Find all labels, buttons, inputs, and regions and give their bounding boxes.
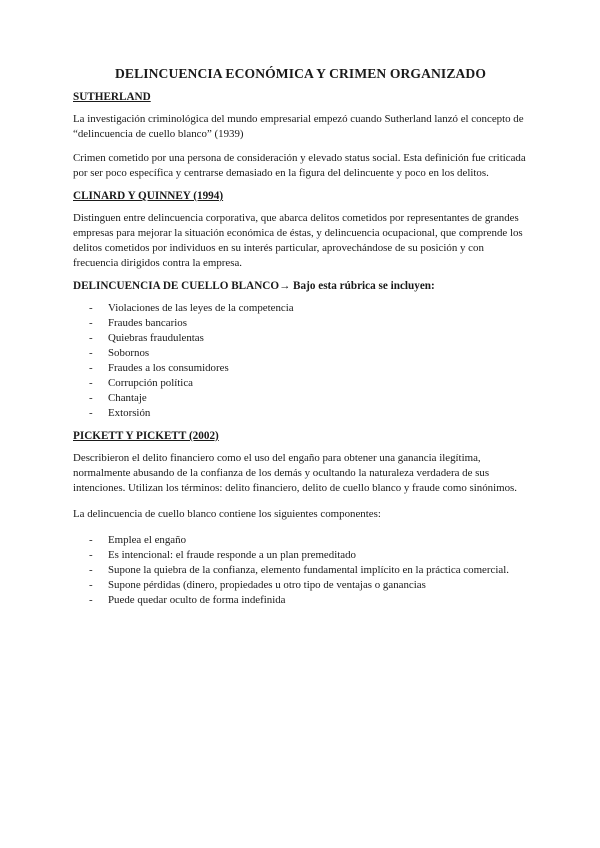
list-item: - Sobornos <box>89 347 150 359</box>
list-item: - Supone la quiebra de la confianza, elemento fundamental implícito en la práctica comercial. <box>89 564 509 576</box>
list-item: - Supone pérdidas (dinero, propiedades u otro tipo de ventajas o ganancias <box>89 579 426 591</box>
dash-marker: - <box>89 392 93 404</box>
dash-marker: - <box>89 302 93 314</box>
list-item: - Violaciones de las leyes de la competencia <box>89 302 294 314</box>
list-item: - Extorsión <box>89 407 151 419</box>
list-item: - Quiebras fraudulentas <box>89 332 204 344</box>
dash-marker: - <box>89 534 93 546</box>
dash-marker: - <box>89 564 93 576</box>
dash-marker: - <box>89 579 93 591</box>
dash-marker: - <box>89 594 93 606</box>
heading-cuello-blanco: DELINCUENCIA DE CUELLO BLANCO→ Bajo esta rúbrica se incluyen: <box>73 280 435 292</box>
list-item: - Emplea el engaño <box>89 534 187 546</box>
list-item: - Fraudes a los consumidores <box>89 362 229 374</box>
paragraph-sutherland-1: La investigación criminológica del mundo empresarial empezó cuando Sutherland lanzó el concepto de “delincuencia de cuello blanco” (1939) <box>73 113 524 140</box>
dash-marker: - <box>89 317 93 329</box>
paragraph-pickett-1: Describieron el delito financiero como el uso del engaño para obtener una ganancia ilegítima, normalmente abusando de la confianza de los demás y ocultando la naturaleza verdadera de sus intenciones. Utilizan los términos: delito financiero, delito de cuello blanco y fraude como sinónimos. <box>73 452 517 494</box>
document-page <box>73 66 528 617</box>
heading-pickett-pickett: PICKETT Y PICKETT (2002) <box>73 430 219 442</box>
heading-clinard-quinney: CLINARD Y QUINNEY (1994) <box>73 190 224 202</box>
heading-sutherland: SUTHERLAND <box>73 91 151 103</box>
document-title: DELINCUENCIA ECONÓMICA Y CRIMEN ORGANIZADO <box>114 66 486 81</box>
dash-marker: - <box>89 377 93 389</box>
paragraph-pickett-2: La delincuencia de cuello blanco contiene los siguientes componentes: <box>73 508 381 520</box>
dash-marker: - <box>89 362 93 374</box>
paragraph-sutherland-2: Crimen cometido por una persona de consideración y elevado status social. Esta definición fue criticada por ser poco específica y centrarse demasiado en la figura del delincuente y poco en los delitos. <box>73 152 526 179</box>
list-item: - Corrupción política <box>89 377 193 389</box>
dash-marker: - <box>89 549 93 561</box>
dash-marker: - <box>89 407 93 419</box>
paragraph-clinard-quinney: Distinguen entre delincuencia corporativa, que abarca delitos cometidos por representantes de grandes empresas para mejorar la situación económica de éstas, y delincuencia ocupacional, que comprende los delitos cometidos por individuos en su interés particular, aprovechándose de su posición y con frecuencia dirigidos contra la empresa. <box>73 212 523 269</box>
dash-marker: - <box>89 347 93 359</box>
list-componentes <box>73 533 528 608</box>
list-item: - Puede quedar oculto de forma indefinida <box>89 594 286 606</box>
list-item: - Es intencional: el fraude responde a un plan premeditado <box>89 549 356 561</box>
list-item: - Chantaje <box>89 392 147 404</box>
dash-marker: - <box>89 332 93 344</box>
list-cuello-blanco <box>73 301 528 421</box>
list-item: - Fraudes bancarios <box>89 317 187 329</box>
